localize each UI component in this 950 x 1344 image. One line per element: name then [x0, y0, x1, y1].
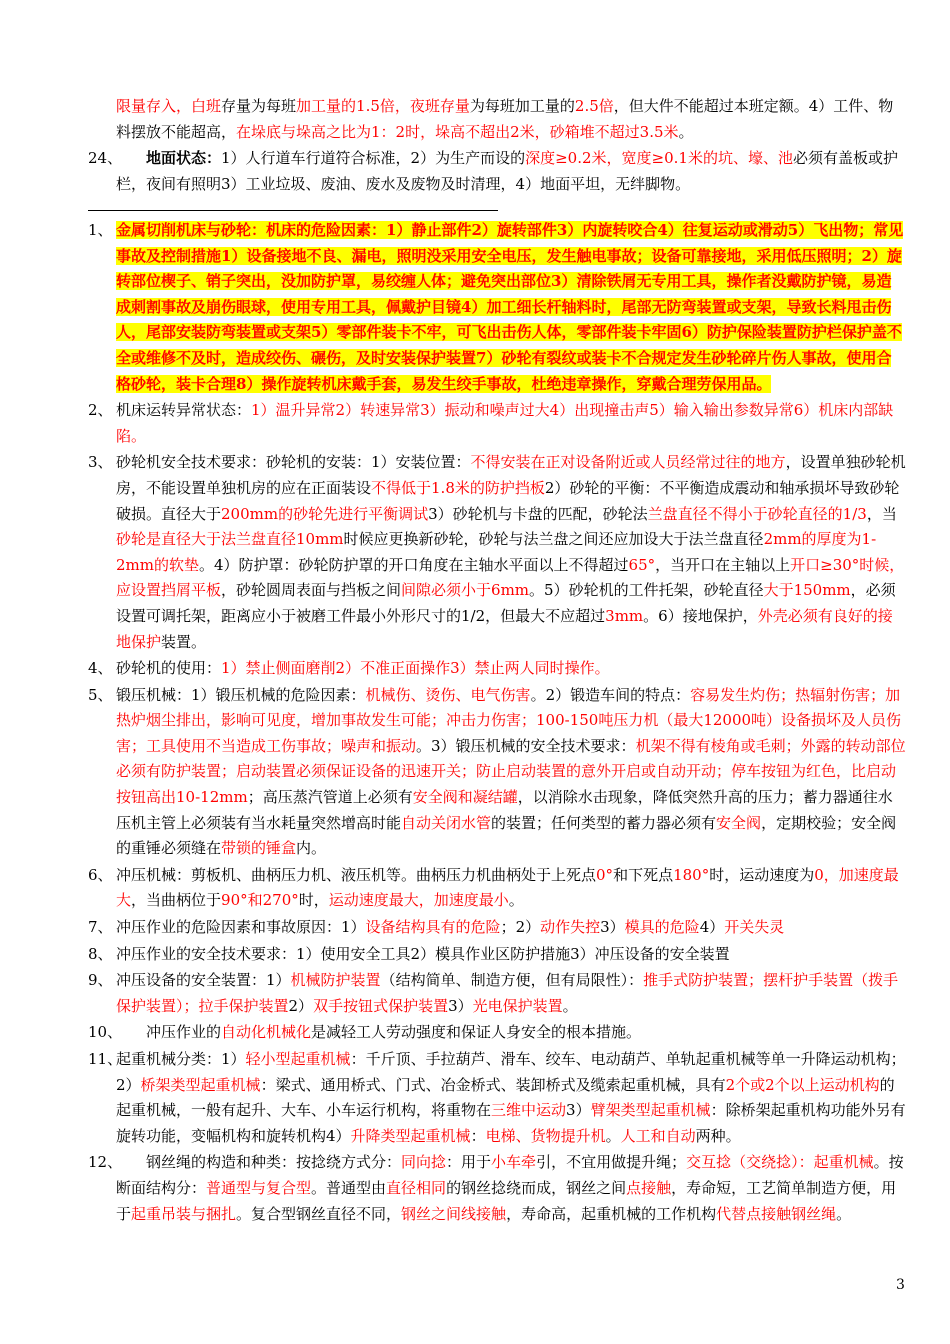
- text-run: 钢丝之间线接触: [401, 1204, 507, 1223]
- text-run: 。: [678, 122, 694, 141]
- text-run: 存量为每班: [221, 97, 297, 115]
- text-run: 。6）接地保护，: [643, 606, 758, 625]
- item-number: 12、: [88, 1153, 123, 1172]
- item-number: 5、: [88, 685, 113, 704]
- item-text: [116, 401, 893, 445]
- text-run: 冲压设备的安全装置：1）: [116, 971, 291, 990]
- text-run: 钢丝绳的构造和种类：按捻绕方式分：: [116, 1153, 402, 1172]
- item-text: [116, 453, 906, 650]
- item-text: [116, 686, 906, 858]
- text-run: 带锁的锤盒: [221, 839, 297, 858]
- text-run: 200mm的砂轮先进行平衡调试: [221, 504, 429, 523]
- numbered-list: [88, 218, 906, 1228]
- text-run: 容易发生灼伤；热辐射伤害；加热炉烟尘排出，影响可见度，增加事故发生可能；冲击力伤害；100-150吨压力机（最大12000吨）设备损坏及人员伤害；工具使用不当造成工伤事故；噪声和振动: [116, 685, 902, 755]
- text-run: 时，运动速度为: [709, 865, 815, 884]
- text-run: 砂轮是直径大于法兰盘直径10mm: [116, 530, 344, 549]
- text-run: 模具的危险: [624, 918, 700, 937]
- text-run: 冲压机械：剪板机、曲柄压力机、液压机等。曲柄压力机曲柄处于上死点: [116, 865, 597, 884]
- text-run: 地面状态：: [116, 149, 222, 168]
- text-run: 锻压机械：1）锻压机械的危险因素：: [116, 685, 366, 704]
- list-item-24: [88, 146, 906, 197]
- text-run: 起重机械分类：1）: [116, 1050, 246, 1068]
- text-run: 3）: [600, 918, 625, 937]
- text-run: 点接触: [626, 1178, 672, 1197]
- text-run: 桥架类型起重机械: [140, 1075, 261, 1094]
- text-run: 冲压作业的: [116, 1023, 222, 1042]
- text-run: ，当: [866, 504, 897, 523]
- text-run: ，寿命短，工艺简单制造方便，用于: [116, 1178, 897, 1223]
- text-run: 人工和自动: [620, 1126, 696, 1145]
- text-run: 1）温升异常2）转速异常3）振动和噪声过大4）出现撞击声5）输入输出参数异常6）机床内部缺陷。: [116, 401, 894, 445]
- text-run: ：除桥架起重机构功能外另有旋转功能，变幅机构和旋转机构4）: [116, 1101, 906, 1145]
- text-run: 。: [562, 996, 578, 1015]
- text-run: 砂轮机安全技术要求：砂轮机的安装：1）安装位置：: [116, 453, 471, 472]
- text-run: 两种。: [695, 1126, 741, 1145]
- item-text: [116, 918, 784, 936]
- text-run: 直径相同: [386, 1178, 447, 1197]
- text-run: 的起重机械，一般有起升、大车、小车运行机构，将重物在: [116, 1075, 895, 1120]
- text-run: 深度≥0.2米，宽度≥0.1米的坑、壕、池: [525, 149, 793, 168]
- text-run: ：梁式、通用桥式、门式、冶金桥式、装卸桥式及缆索起重机械，具有: [260, 1075, 726, 1094]
- text-run: 交互捻（交绕捻）：起重机械: [686, 1153, 874, 1172]
- list-item: [88, 218, 906, 397]
- text-run: 电梯、货物提升机: [485, 1126, 606, 1145]
- list-item: [88, 1020, 906, 1046]
- text-run: 双手按钮式保护装置: [313, 996, 449, 1015]
- page-number: 3: [896, 1277, 905, 1293]
- text-run: ，砂轮圆周表面与挡板之间: [221, 581, 402, 600]
- text-run: 。按断面结构分：: [116, 1153, 904, 1197]
- list-item: [88, 683, 906, 862]
- text-run: 3mm: [605, 606, 644, 625]
- item-text: [116, 149, 898, 193]
- text-run: 4）: [699, 918, 725, 937]
- text-run: ：千斤顶、手拉葫芦、滑车、绞车、电动葫芦、单轨起重机械等单一升降运动机构；2）: [116, 1050, 906, 1094]
- item-number: 2、: [88, 401, 113, 420]
- text-run: ：: [470, 1126, 486, 1145]
- text-run: 0°: [596, 865, 614, 884]
- text-run: ，以消除水击现象，降低突然升高的压力；蓄力器通往水压机主管上必须装有当水耗量突然增高时能: [116, 788, 893, 832]
- text-run: 安全阀和凝结罐: [412, 788, 518, 807]
- item-number: 24、: [88, 149, 123, 168]
- text-run: 推手式防护装置；摆杆护手装置（拨手保护装置）；拉手保护装置: [116, 971, 899, 1015]
- text-run: （结构简单、制造方便，但有局限性）：: [380, 971, 644, 990]
- text-run: 和下死点: [613, 865, 674, 884]
- text-run: 轻小型起重机械: [245, 1050, 351, 1068]
- text-run: 3）砂轮机与卡盘的匹配，砂轮法: [428, 504, 648, 523]
- text-run: 加工量的1.5倍，夜班存量: [296, 97, 470, 115]
- text-run: 限量存入，白班: [116, 97, 222, 115]
- text-run: 的钢丝捻绕而成，钢丝之间: [446, 1178, 627, 1197]
- text-run: 1）人行道车行道符合标准，2）为生产而设的: [221, 149, 526, 168]
- item-text: [116, 971, 898, 1015]
- item-number: 10、: [88, 1023, 123, 1042]
- text-run: ；高压蒸汽管道上必须有: [247, 788, 413, 807]
- text-run: 冲压作业的危险因素和事故原因：1）: [116, 918, 366, 937]
- text-run: 3）: [448, 996, 473, 1015]
- text-run: 自动化机械化: [221, 1023, 312, 1042]
- item-number: 6、: [88, 865, 113, 884]
- text-run: 0，加速度最大: [116, 865, 899, 910]
- text-run: 在垛底与垛高之比为1：2时，垛高不超出2米，砂箱堆不超过3.5米: [236, 122, 679, 141]
- text-run: ，当开口在主轴以上: [655, 555, 791, 574]
- text-run: ：用于: [446, 1153, 492, 1172]
- list-item: [88, 942, 906, 968]
- item-number: 11、: [88, 1050, 123, 1068]
- text-run: 2）砂轮的平衡：不平衡造成震动和轴承损坏导致砂轮破损。直径大于: [116, 478, 900, 523]
- text-run: 装置。: [161, 632, 207, 651]
- text-run: 。3）锻压机械的安全技术要求：: [416, 736, 636, 755]
- continuation-paragraph: [88, 94, 906, 145]
- text-run: 设备结构具有的危险: [365, 918, 501, 937]
- item-text: [116, 866, 899, 910]
- item-number: 4、: [88, 659, 113, 678]
- text-run: 动作失控: [540, 918, 601, 937]
- text-run: ，设置单独砂轮机房，不能设置单独机房的应在正面装设: [116, 453, 906, 497]
- text-run: 。: [605, 1126, 621, 1145]
- text-run: 机架不得有棱角或毛刺；外露的转动部位必须有防护装置；启动装置必须保证设备的迅速开关；防止启动装置的意外开启或自动开动；停车按钮为红色，比启动按钮高出10-12mm: [116, 736, 906, 807]
- text-run: 。4）防护罩：砂轮防护罩的开口角度在主轴水平面以上不得超过: [199, 555, 629, 574]
- text-run: 2个或2个以上运动机构: [725, 1075, 880, 1094]
- text-run: 普通型与复合型: [206, 1178, 312, 1197]
- text-run: 光电保护装置: [472, 996, 563, 1015]
- text-run: 机械防护装置: [290, 971, 381, 990]
- text-run: 65°: [628, 555, 656, 574]
- text-run: 升降类型起重机械: [350, 1126, 471, 1145]
- text-run: 。: [836, 1204, 852, 1223]
- section-divider: [88, 210, 498, 211]
- list-item: [88, 1150, 906, 1227]
- text-run: 兰盘直径不得小于砂轮直径的1/3: [647, 504, 867, 523]
- text-run: 小车牵: [491, 1153, 537, 1172]
- item-number: 3、: [88, 453, 113, 472]
- item-text: [116, 945, 730, 963]
- list-item: [88, 968, 906, 1019]
- item-text: [116, 659, 610, 677]
- list-item: [88, 398, 906, 449]
- text-run: 是减轻工人劳动强度和保证人身安全的根本措施。: [311, 1023, 642, 1042]
- text-run: ，寿命高，起重机械的工作机构: [506, 1204, 717, 1223]
- text-run: 不得低于1.8米的防护挡板: [371, 478, 545, 497]
- text-run: ，但大件不能超过本班定额。4）工件、物料摆放不能超高，: [116, 97, 894, 141]
- text-run: 引，不宜用做提升绳；: [536, 1153, 687, 1172]
- list-item: [88, 656, 906, 682]
- text-run: 机械伤、烫伤、电气伤害: [365, 685, 531, 704]
- text-run: 。5）砂轮机的工件托架，砂轮直径: [529, 581, 764, 600]
- text-run: 外壳必须有良好的接地保护: [116, 606, 893, 651]
- text-run: 冲压作业的安全技术要求：1）使用安全工具2）模具作业区防护措施3）冲压设备的安全装置: [116, 944, 730, 963]
- item-text: [116, 221, 903, 393]
- text-run: 三维中运动: [491, 1101, 567, 1120]
- item-text: [116, 1023, 641, 1041]
- text-run: 时，: [298, 891, 329, 910]
- top-section: [88, 94, 906, 198]
- text-run: 90°和270°: [221, 891, 299, 910]
- text-run: 1）禁止侧面磨削2）不准正面操作3）禁止两人同时操作。: [221, 659, 610, 678]
- text-run: 砂轮机的使用：: [116, 659, 222, 678]
- item-number: 8、: [88, 944, 113, 963]
- text-run: 不得安装在正对设备附近或人员经常过往的地方: [470, 453, 786, 472]
- text-run: 金属切削机床与砂轮：机床的危险因素：1）静止部件2）旋转部件3）内旋转咬合4）往复运动或滑动5）飞出物；常见事故及控制措施1）设备接地不良、漏电，照明没采用安全电压，发生触电事故；设备可靠接地，采用低压照明；2）旋转部位楔子、销子突出，没加防护罩，易绞缠人体；避免突出部位3）清除铁屑无专用工具，操作者没戴防护镜，易造成刺割事故及崩伤眼球，使用专用工具，佩戴护目镜4）加工细长杆轴料时，尾部无防弯装置或支架，导致长料甩击伤人，尾部安装防弯装置或支架5）零部件装卡不牢，可飞出击伤人体，零部件装卡牢固6）防护保险装置防护栏保护盖不全或维修不及时，造成绞伤、碾伤，及时安装保护装置7）砂轮有裂纹或装卡不合规定发生砂轮碎片伤人事故，使用合格砂轮，装卡合理8）操作旋转机床戴手套，易发生绞手事故，杜绝违章操作，穿戴合理劳保用品。: [116, 221, 904, 393]
- text-run: 内。: [296, 839, 327, 858]
- continuation-text: [116, 97, 893, 141]
- text-run: ；2）: [500, 918, 541, 937]
- item-text: [116, 1050, 906, 1145]
- text-run: 代替点接触钢丝绳: [716, 1204, 837, 1223]
- item-text: [116, 1153, 904, 1222]
- text-run: 开口≥30°时候，应设置挡屑平板: [116, 555, 905, 600]
- text-run: 2.5倍: [574, 97, 614, 115]
- text-run: 。复合型钢丝直径不同，: [236, 1204, 402, 1223]
- text-run: 3）: [566, 1101, 591, 1120]
- text-run: 机床运转异常状态：: [116, 401, 252, 420]
- text-run: 运动速度最大，加速度最小: [328, 891, 509, 910]
- text-run: 2mm的厚度为1-2mm的软垫: [116, 530, 877, 574]
- text-run: 。: [508, 891, 524, 910]
- text-run: 间隙必须小于6mm: [401, 581, 530, 600]
- text-run: 2）: [288, 996, 314, 1015]
- list-item: [88, 1047, 906, 1149]
- text-run: 开关失灵: [724, 918, 785, 937]
- text-run: 。普通型由: [311, 1178, 387, 1197]
- text-run: 时候应更换新砂轮，砂轮与法兰盘之间还应加设大于法兰盘直径: [343, 530, 764, 549]
- text-run: 起重吊装与捆扎: [131, 1204, 237, 1223]
- text-run: ，定期校验；安全阀的重锤必须缝在: [116, 813, 897, 858]
- text-run: 180°: [673, 865, 710, 884]
- list-item: [88, 863, 906, 914]
- list-item: [88, 450, 906, 655]
- text-run: 大于150mm: [763, 581, 851, 600]
- text-run: 必须有盖板或护栏，夜间有照明3）工业垃圾、废油、废水及废物及时清理，4）地面平坦，无绊脚物。: [116, 149, 898, 193]
- item-number: 1、: [88, 221, 113, 239]
- text-run: 为每班加工量的: [469, 97, 575, 115]
- text-run: 的装置；任何类型的蓄力器必须有: [491, 813, 717, 832]
- text-run: ，当曲柄位于: [131, 891, 222, 910]
- item-number: 9、: [88, 971, 113, 990]
- item-number: 7、: [88, 918, 113, 937]
- text-run: 。2）锻造车间的特点：: [530, 685, 691, 704]
- text-run: ，必须设置可调托架，距离应小于被磨工件最小外形尺寸的1/2，但最大不应超过: [116, 581, 896, 625]
- text-run: 自动关闭水管: [401, 813, 492, 832]
- text-run: 安全阀: [716, 813, 762, 832]
- list-item: [88, 915, 906, 941]
- text-run: 同向捻: [401, 1153, 447, 1172]
- text-run: 臂架类型起重机械: [590, 1101, 711, 1120]
